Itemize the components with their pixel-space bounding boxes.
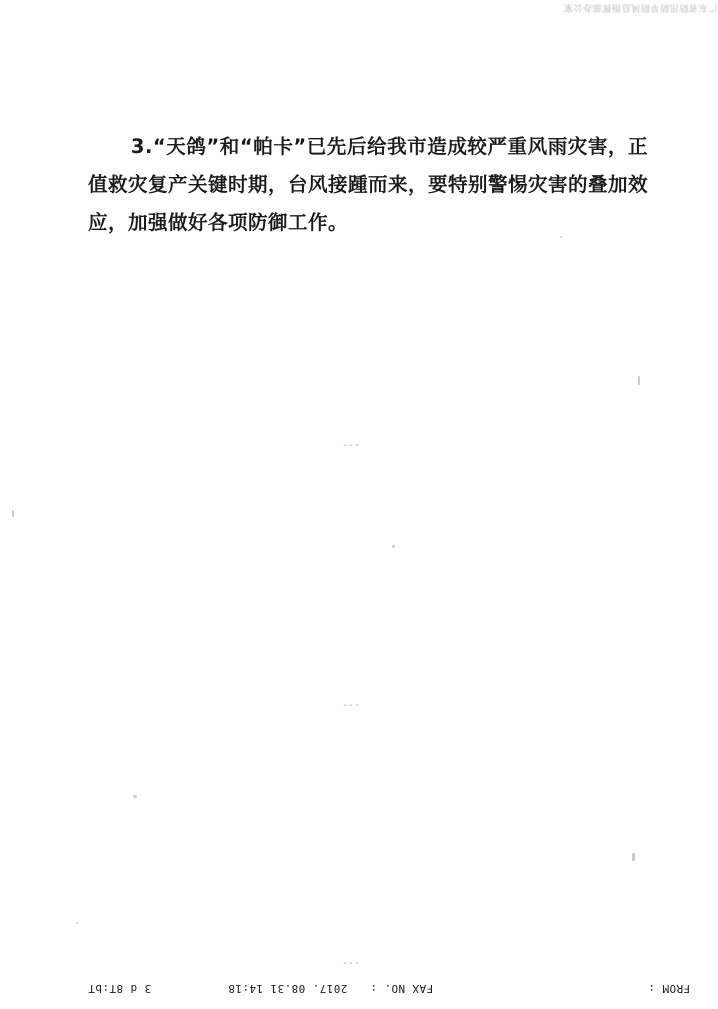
paragraph-3: 3.“天鸽”和“帕卡”已先后给我市造成较严重风雨灾害，正值救灾复产关键时期，台风接踵而来，要特别警惕灾害的叠加效应，加强做好各项防御工作。 (88, 135, 649, 234)
scan-speckle (12, 510, 14, 517)
scan-artifact-dash-3: --- (342, 958, 361, 969)
scan-speckle (632, 853, 635, 861)
scan-artifact-dash-2: --- (342, 700, 361, 711)
fax-number-label: FAX NO. : (370, 982, 434, 995)
scan-artifact-dash-1: --- (342, 440, 361, 451)
scan-speckle (638, 376, 640, 385)
fax-footer (0, 975, 718, 995)
document-body (88, 128, 648, 242)
scan-speckle (392, 545, 395, 548)
top-faded-header (441, 0, 717, 14)
fax-page-count: 3 d 8T:bT (88, 982, 152, 995)
fax-timestamp: 2017. 08.31 14:18 (228, 982, 348, 995)
top-faded-header-text: 广东省防汛防旱防风总指挥部办公室 (563, 2, 717, 12)
scan-smudge (76, 922, 79, 924)
fax-from-label: FROM : (648, 982, 691, 995)
scan-speckle (133, 795, 137, 798)
scan-speckle (560, 236, 562, 238)
